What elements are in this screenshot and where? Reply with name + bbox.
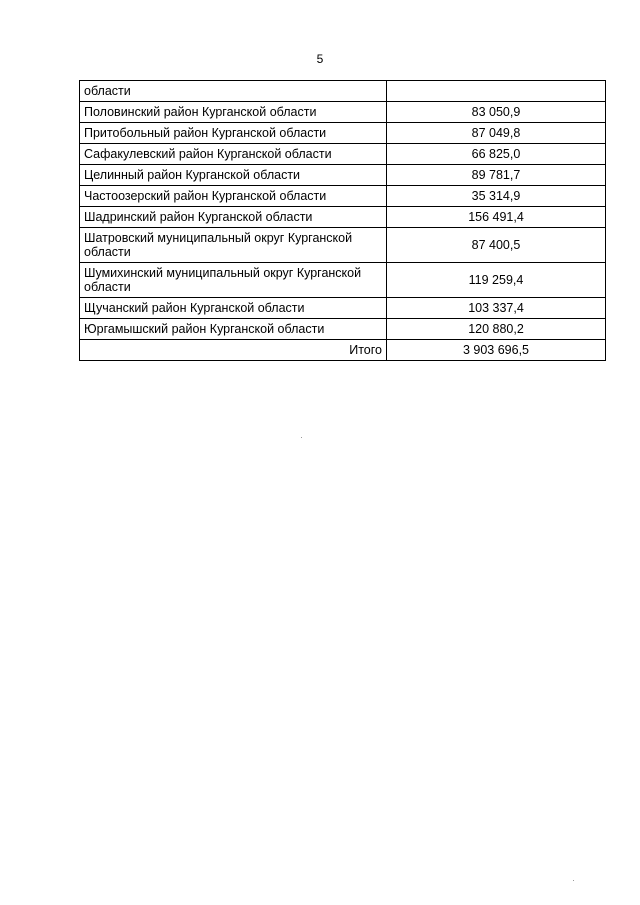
amount-cell: 103 337,4 — [387, 298, 606, 319]
total-label-cell: Итого — [80, 340, 387, 361]
district-name-cell: Притобольный район Курганской области — [80, 123, 387, 144]
scan-speck — [573, 880, 574, 881]
amount-cell: 156 491,4 — [387, 207, 606, 228]
table-row — [80, 186, 606, 207]
amount-cell: 87 049,8 — [387, 123, 606, 144]
total-amount-cell: 3 903 696,5 — [387, 340, 606, 361]
district-name-cell: Шумихинский муниципальный округ Курганской области — [80, 263, 387, 298]
scan-speck — [301, 437, 302, 438]
amount-cell: 89 781,7 — [387, 165, 606, 186]
table-row — [80, 123, 606, 144]
table-row — [80, 263, 606, 298]
budget-table — [79, 80, 606, 361]
amount-cell: 83 050,9 — [387, 102, 606, 123]
amount-cell: 87 400,5 — [387, 228, 606, 263]
amount-cell: 66 825,0 — [387, 144, 606, 165]
table-row — [80, 81, 606, 102]
district-name-cell: Половинский район Курганской области — [80, 102, 387, 123]
table-row — [80, 228, 606, 263]
page-number: 5 — [316, 52, 324, 66]
table-row — [80, 144, 606, 165]
table-row — [80, 102, 606, 123]
district-name-cell: Целинный район Курганской области — [80, 165, 387, 186]
district-name-cell: Шатровский муниципальный округ Курганской области — [80, 228, 387, 263]
district-name-cell: Юргамышский район Курганской области — [80, 319, 387, 340]
district-name-cell: Шадринский район Курганской области — [80, 207, 387, 228]
table-row — [80, 207, 606, 228]
district-name-cell: Щучанский район Курганской области — [80, 298, 387, 319]
amount-cell: 35 314,9 — [387, 186, 606, 207]
table-row — [80, 298, 606, 319]
amount-cell: 119 259,4 — [387, 263, 606, 298]
total-row — [80, 340, 606, 361]
amount-cell — [387, 81, 606, 102]
district-name-cell: Сафакулевский район Курганской области — [80, 144, 387, 165]
table-row — [80, 319, 606, 340]
district-name-cell: области — [80, 81, 387, 102]
amount-cell: 120 880,2 — [387, 319, 606, 340]
district-name-cell: Частоозерский район Курганской области — [80, 186, 387, 207]
table-row — [80, 165, 606, 186]
